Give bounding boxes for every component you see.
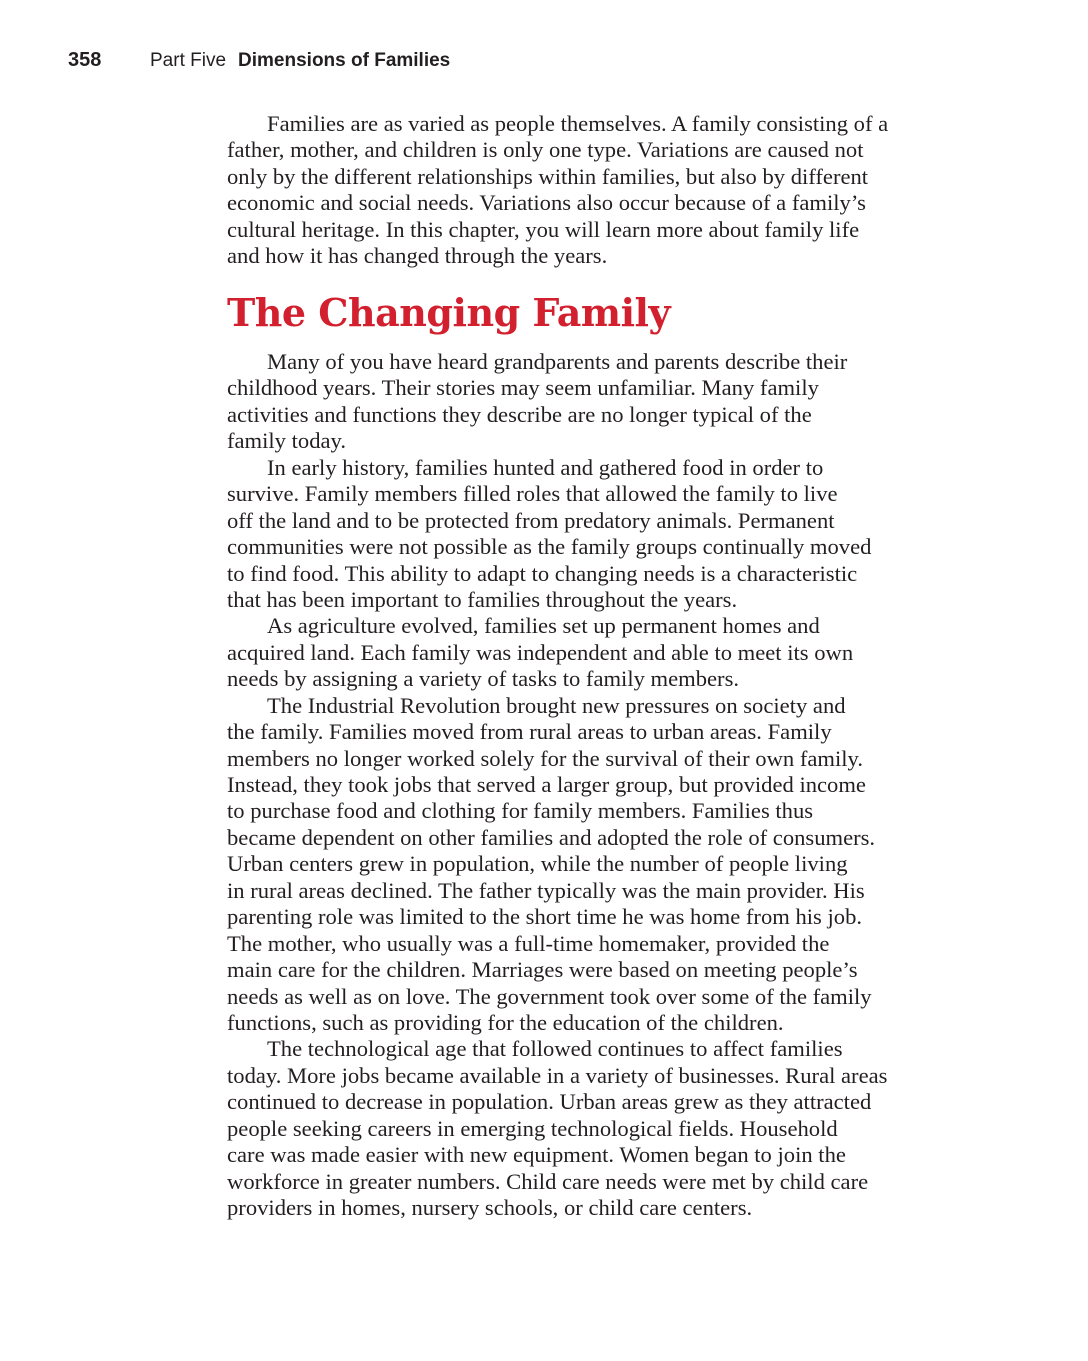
- running-header: [68, 49, 450, 72]
- text-line: people seeking careers in emerging technological fields. Household: [227, 1115, 838, 1141]
- text-line: members no longer worked solely for the survival of their own family.: [227, 745, 864, 771]
- text-line: The technological age that followed continues to affect families: [267, 1036, 843, 1062]
- text-line: functions, such as providing for the education of the children.: [227, 1009, 784, 1035]
- text-line: to purchase food and clothing for family members. Families thus: [227, 798, 814, 824]
- text-line: Many of you have heard grandparents and parents describe their: [267, 349, 848, 374]
- text-line: needs by assigning a variety of tasks to family members.: [227, 666, 740, 692]
- text-line: activities and functions they describe are no longer typical of the: [227, 401, 812, 427]
- text-line: acquired land. Each family was independent and able to meet its own: [227, 639, 854, 665]
- text-line: father, mother, and children is only one type. Variations are caused not: [227, 137, 864, 163]
- paragraph: [227, 1036, 967, 1221]
- text-line: survive. Family members filled roles that allowed the family to live: [227, 481, 838, 507]
- text-line: main care for the children. Marriages were based on meeting people’s: [227, 957, 858, 983]
- text-line: to find food. This ability to adapt to changing needs is a characteristic: [227, 560, 858, 586]
- text-line: continued to decrease in population. Urban areas grew as they attracted: [227, 1089, 872, 1115]
- text-line: providers in homes, nursery schools, or child care centers.: [227, 1195, 753, 1220]
- text-line: Families are as varied as people themselves. A family consisting of a: [267, 111, 889, 136]
- text-line: parenting role was limited to the short time he was home from his job.: [227, 904, 863, 930]
- paragraph: [227, 693, 967, 1037]
- chapter-heading: The Changing Family: [227, 290, 671, 335]
- text-line: cultural heritage. In this chapter, you will learn more about family life: [227, 216, 860, 242]
- section-title: Dimensions of Families: [238, 50, 451, 71]
- text-line: care was made easier with new equipment. Women began to join the: [227, 1142, 846, 1168]
- text-line: off the land and to be protected from predatory animals. Permanent: [227, 507, 835, 533]
- text-line: workforce in greater numbers. Child care needs were met by child care: [227, 1168, 869, 1194]
- body-text: [227, 349, 967, 1221]
- text-line: Instead, they took jobs that served a larger group, but provided income: [227, 772, 866, 797]
- text-line: Urban centers grew in population, while the number of people living: [227, 851, 848, 877]
- text-line: In early history, families hunted and gathered food in order to: [267, 454, 824, 480]
- text-line: economic and social needs. Variations also occur because of a family’s: [227, 190, 866, 216]
- text-line: family today.: [227, 428, 347, 454]
- text-line: The Industrial Revolution brought new pressures on society and: [267, 692, 846, 718]
- text-line: As agriculture evolved, families set up permanent homes and: [267, 613, 820, 639]
- paragraph: [227, 455, 967, 614]
- text-line: became dependent on other families and adopted the role of consumers.: [227, 824, 876, 850]
- text-line: only by the different relationships within families, but also by different: [227, 163, 869, 189]
- text-line: needs as well as on love. The government took over some of the family: [227, 983, 872, 1009]
- part-label: Part Five: [150, 50, 227, 71]
- intro-paragraph: [227, 111, 967, 270]
- text-line: that has been important to families throughout the years.: [227, 586, 738, 612]
- page-number: 358: [68, 49, 102, 71]
- text-line: The mother, who usually was a full-time homemaker, provided the: [227, 930, 830, 956]
- text-line: communities were not possible as the family groups continually moved: [227, 534, 872, 560]
- text-line: in rural areas declined. The father typically was the main provider. His: [227, 877, 865, 903]
- text-line: childhood years. Their stories may seem unfamiliar. Many family: [227, 375, 819, 401]
- paragraph: [227, 349, 967, 455]
- text-line: and how it has changed through the years.: [227, 243, 608, 269]
- text-line: today. More jobs became available in a variety of businesses. Rural areas: [227, 1062, 888, 1088]
- text-line: the family. Families moved from rural areas to urban areas. Family: [227, 719, 832, 745]
- paragraph: [227, 613, 967, 692]
